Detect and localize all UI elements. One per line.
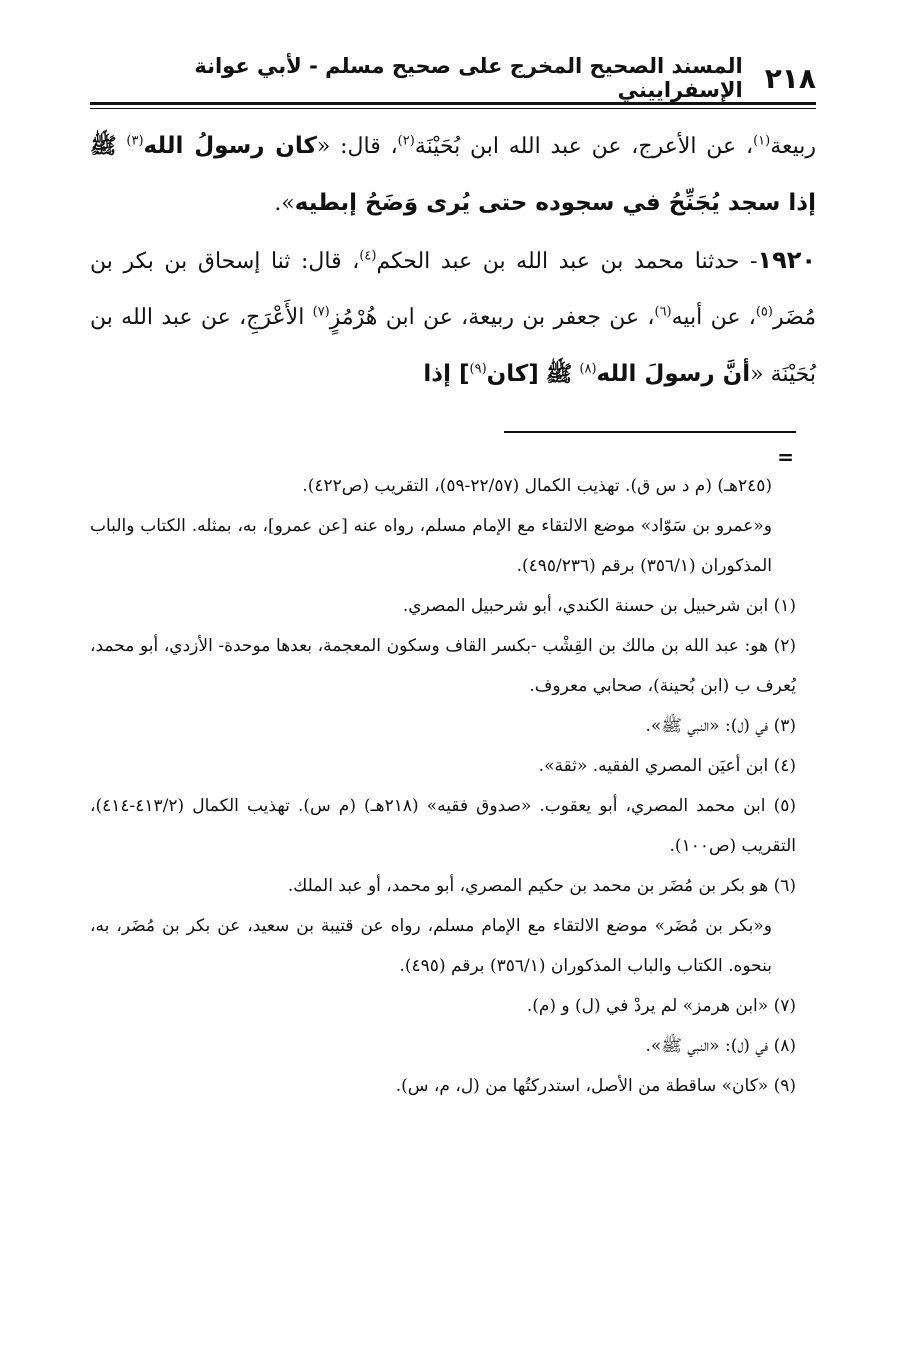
footnote-ref: (٥) [755,304,773,320]
footnote-ref: (٤) [359,248,377,264]
matn-bold: [كان [486,361,539,387]
matn-bold: أنَّ رسولَ الله [596,361,751,387]
footnote: (٩) «كان» ساقطة من الأصل، استدركتُها من (ل، م، س). [395,1076,796,1096]
salutation-symbol: ﷺ [545,362,573,387]
text-run: ربيعة [770,134,816,159]
footnote-ref: (٩) [469,361,487,377]
footnotes [90,466,796,1106]
matn-bold: ] إذا [423,361,470,387]
footnote-ref: (٣) [126,133,144,149]
hadith-number: ١٩٢٠ [757,246,817,274]
header-rule-thin [90,108,816,109]
footnote: (٤) ابن أعيَن المصري الفقيه. «ثقة». [538,756,796,776]
text-run: ، قال: « [316,134,398,159]
text-run: ». [274,191,295,216]
running-header [90,56,816,100]
footnote: (٧) «ابن هرمز» لم يردْ في (ل) و (م). [526,996,796,1016]
footnote: (٦) هو بكر بن مُضَر بن محمد بن حكيم المصري، أبو محمد، أو عبد الملك. [287,876,796,896]
text-run: الأَعْرَجِ، عن عبد الله بن بُحَيْنَة « [90,305,816,387]
footnote: و«عمرو بن سَوّاد» موضع الالتقاء مع الإمام مسلم، رواه عنه [عن عمرو]، به، بمثله. الكتاب والباب المذكوران (٣٥٦/١) برقم (٤٩٥/٢٣٦). [90,516,772,576]
footnote-ref: (١) [753,133,771,149]
text-run: ، عن الأعرج، عن عبد الله ابن بُحَيْنَة [414,134,754,159]
footnote-ref: (٨) [579,361,597,377]
header-rule-thick [90,102,816,105]
text-run: - حدثنا محمد بن عبد الله بن عبد الحكم [376,249,758,274]
hadith-paragraph-1 [90,118,816,232]
footnote: (٨) في (ل): «النبي ﷺ». [645,1036,796,1056]
footnote: (٥) ابن محمد المصري، أبو يعقوب. «صدوق فقيه» (٢١٨هـ) (م س). تهذيب الكمال (٤١٣/٢-٤١٤)، التقريب (ص١٠٠). [90,796,796,856]
hadith-paragraph-2 [90,232,816,403]
footnote: (٢) هو: عبد الله بن مالك بن القِشْب -بكسر القاف وسكون المعجمة، بعدها موحدة- الأزدي، أبو محمد، يُعرف ب (ابن بُحينة)، صحابي معروف. [90,636,796,696]
matn-bold: إذا سجد يُجَنِّحُ في سجوده حتى يُرى وَضَحُ إبطيه [294,190,816,216]
footnote: (٣) في (ل): «النبي ﷺ». [645,716,796,736]
continuation-marker: = [777,445,794,469]
text-run: ، عن جعفر بن ربيعة، عن ابن هُرْمُزٍ [329,305,655,330]
footnote-ref: (٦) [654,304,672,320]
salutation-symbol: ﷺ [90,134,117,159]
footnote: و«بكر بن مُضَر» موضع الالتقاء مع الإمام مسلم، رواه عن قتيبة بن سعيد، عن بكر بن مُضَر، به، بنحوه. الكتاب والباب المذكوران (٣٥٦/١) برقم (٤٩٥). [90,916,772,976]
footnote: (١) ابن شرحبيل بن حسنة الكندي، أبو شرحبيل المصري. [402,596,796,616]
footnote-separator [504,431,796,433]
footnote: (٢٤٥هـ) (م د س ق). تهذيب الكمال (٢٢/٥٧-٥٩)، التقريب (ص٤٢٢). [302,476,772,496]
page-number: ٢١٨ [764,61,816,95]
text-run: ، قال: ثنا إسحاق بن بكر بن مُضَر [90,249,816,330]
running-title: المسند الصحيح المخرج على صحيح مسلم - لأبي عوانة الإسفراييني [194,54,743,102]
footnote-ref: (٧) [312,304,330,320]
footnote-ref: (٢) [397,133,415,149]
text-run: ، عن أبيه [671,305,756,330]
matn-bold: كان رسولُ الله [143,133,317,159]
main-text [90,118,816,403]
